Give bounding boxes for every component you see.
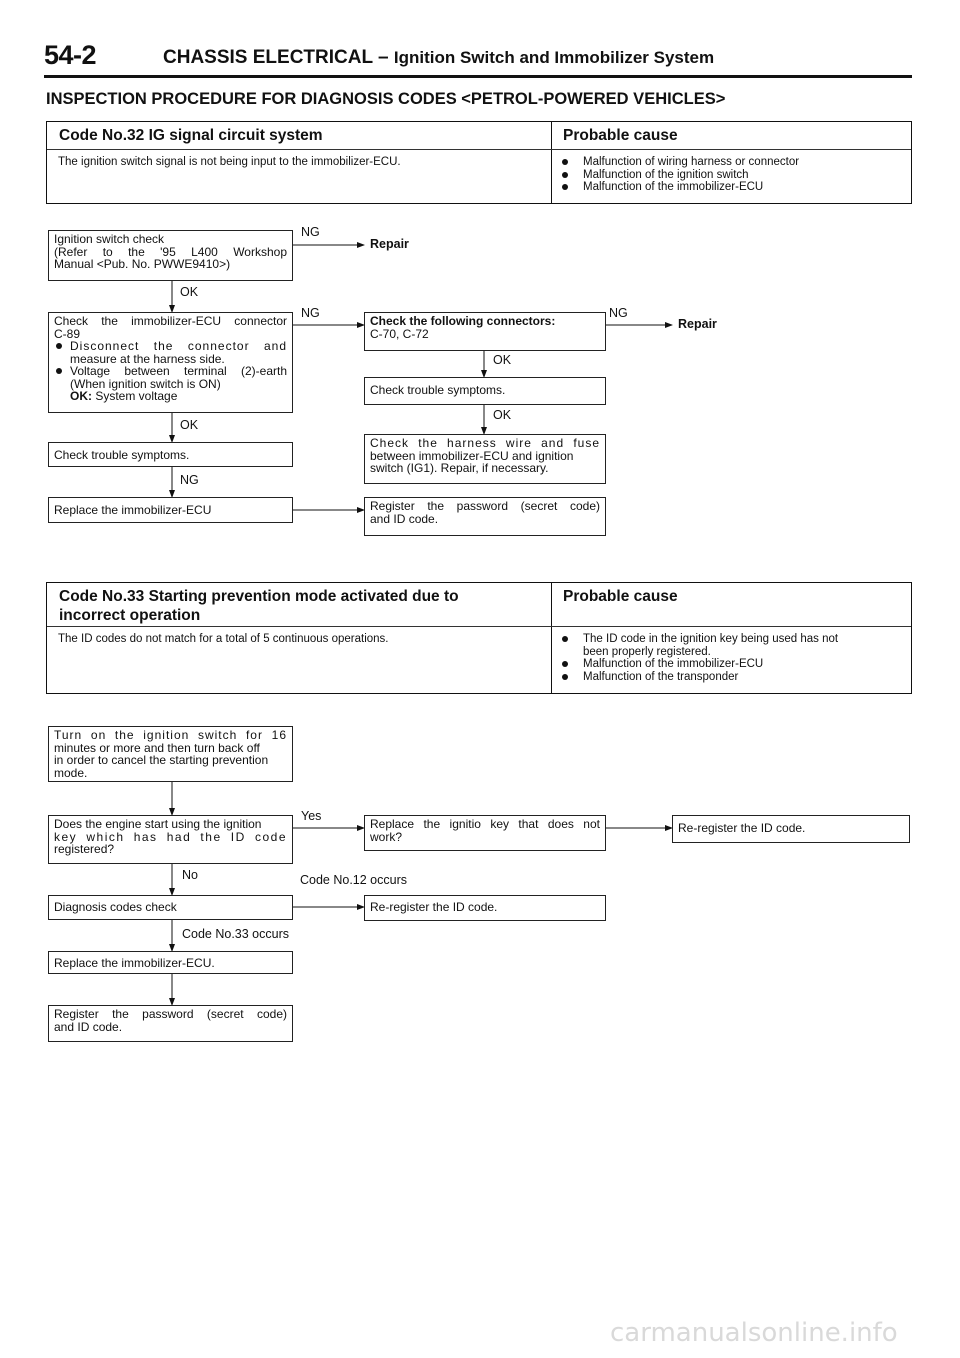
- cause-item: Malfunction of the immobilizer-ECU: [559, 658, 838, 671]
- box-line: Check trouble symptoms.: [370, 383, 506, 397]
- trouble-symptoms-right-box: [364, 377, 606, 405]
- box-line: Replace the ignitio key that does not: [370, 817, 600, 831]
- code12-label: Code No.12 occurs: [300, 873, 408, 887]
- box-line: key which has had the ID code: [54, 829, 287, 844]
- box-line: work?: [370, 829, 403, 844]
- ok-condition: [54, 390, 287, 403]
- ok-label: OK: [493, 353, 512, 367]
- box-line: measure at the harness side.: [70, 351, 225, 366]
- repair-label: Repair: [370, 237, 409, 251]
- diagnosis-check-box: [48, 895, 293, 920]
- ok-label: OK: [180, 285, 199, 299]
- code32-title: Code No.32 IG signal circuit system: [59, 127, 323, 144]
- code33-cause-header: Probable cause: [563, 588, 678, 605]
- box-line: mode.: [54, 765, 88, 780]
- section-name: CHASSIS ELECTRICAL: [163, 47, 373, 68]
- no-label: No: [182, 868, 198, 882]
- cause-line: been properly registered.: [583, 645, 711, 658]
- ok-label: OK: [180, 418, 199, 432]
- box-line: Register the password (secret code): [370, 499, 600, 513]
- register-password-box-33: [48, 1005, 293, 1042]
- turn-on-ignition-box: [48, 726, 293, 782]
- cause-item: Malfunction of the ignition switch: [559, 169, 799, 182]
- box-line: Re-register the ID code.: [678, 821, 806, 835]
- replace-ecu-box: [48, 497, 293, 523]
- connectors-check-box: [364, 312, 606, 351]
- ok-condition-label: OK:: [70, 389, 92, 403]
- code33-occurs-label: Code No.33 occurs: [182, 927, 290, 941]
- cause-item: Malfunction of wiring harness or connector: [559, 156, 799, 169]
- ng-label: NG: [301, 306, 320, 320]
- box-line: Does the engine start using the ignition: [54, 817, 262, 831]
- cause-item: Malfunction of the transponder: [559, 671, 838, 684]
- box-line: Disconnect the connector and: [70, 339, 287, 353]
- repair-label: Repair: [678, 317, 717, 331]
- ecu-connector-check-box: [48, 312, 293, 413]
- table-divider: [551, 583, 552, 693]
- register-password-box: [364, 497, 606, 536]
- ok-condition-value: System voltage: [95, 389, 178, 403]
- code33-table: [46, 582, 912, 694]
- box-line: and ID code.: [54, 1019, 123, 1034]
- cause-line: The ID code in the ignition key being used has not: [583, 633, 839, 645]
- page-number: 54-2: [44, 40, 97, 70]
- box-line: Re-register the ID code.: [370, 900, 498, 914]
- replace-ecu-box-33: [48, 951, 293, 974]
- box-line: (When ignition switch is ON): [70, 376, 221, 391]
- reregister-id-box-1: [672, 815, 910, 843]
- box-line: registered?: [54, 842, 115, 856]
- title-line: Code No.33 Starting prevention mode activated due to: [59, 588, 459, 605]
- box-line: Check the harness wire and fuse: [370, 436, 600, 450]
- table-header-rule: [47, 626, 911, 627]
- box-line: Turn on the ignition switch for 16: [54, 728, 287, 742]
- box-line: Register the password (secret code): [54, 1007, 287, 1021]
- box-line: switch (IG1). Repair, if necessary.: [370, 461, 549, 475]
- box-line: Check the following connectors:: [370, 314, 556, 328]
- procedure-title: INSPECTION PROCEDURE FOR DIAGNOSIS CODES <PETROL-POWERED VEHICLES>: [46, 90, 726, 108]
- bullet-item: [54, 340, 287, 365]
- reregister-id-box-2: [364, 895, 606, 921]
- ignition-switch-check-box: [48, 230, 293, 281]
- box-line: C-70, C-72: [370, 326, 429, 341]
- engine-start-box: [48, 815, 293, 864]
- box-line: Manual <Pub. No. PWWE9410>): [54, 257, 231, 271]
- box-line: Ignition switch check: [54, 232, 165, 246]
- box-line: in order to cancel the starting prevention: [54, 753, 269, 767]
- subsection-name: Ignition Switch and Immobilizer System: [393, 48, 715, 67]
- trouble-symptoms-left-box: [48, 442, 293, 467]
- box-line: (Refer to the '95 L400 Workshop: [54, 244, 287, 259]
- ng-label: NG: [609, 306, 628, 320]
- watermark: carmanualsonline.info: [610, 1318, 898, 1348]
- code33-description: The ID codes do not match for a total of 5 continuous operations.: [58, 633, 389, 645]
- box-line: Replace the immobilizer-ECU: [54, 503, 212, 517]
- replace-key-box: [364, 815, 606, 851]
- box-line: Voltage between terminal (2)-earth: [70, 364, 287, 378]
- cause-item: Malfunction of the immobilizer-ECU: [559, 181, 799, 194]
- ng-label: NG: [180, 473, 199, 487]
- box-line: and ID code.: [370, 511, 439, 526]
- harness-check-box: [364, 434, 606, 484]
- box-line: Check trouble symptoms.: [54, 448, 190, 462]
- box-line: minutes or more and then turn back off: [54, 740, 260, 755]
- ok-label: OK: [493, 408, 512, 422]
- ecu-check-bullets: [54, 340, 287, 390]
- code32-description: The ignition switch signal is not being input to the immobilizer-ECU.: [58, 156, 401, 168]
- section-dash: –: [378, 47, 389, 68]
- box-line: between immobilizer-ECU and ignition: [370, 448, 574, 463]
- ng-label: NG: [301, 225, 320, 239]
- box-line: Diagnosis codes check: [54, 900, 177, 914]
- cause-item: [559, 633, 838, 658]
- box-line: Replace the immobilizer-ECU.: [54, 956, 215, 970]
- code33-causes: [559, 633, 838, 683]
- code33-title: [59, 587, 459, 625]
- box-line: C-89: [54, 326, 81, 341]
- box-line: Check the immobilizer-ECU connector: [54, 314, 287, 328]
- title-line: incorrect operation: [59, 607, 201, 624]
- yes-label: Yes: [301, 809, 322, 823]
- bullet-item: [54, 365, 287, 390]
- code32-cause-header: Probable cause: [563, 127, 678, 144]
